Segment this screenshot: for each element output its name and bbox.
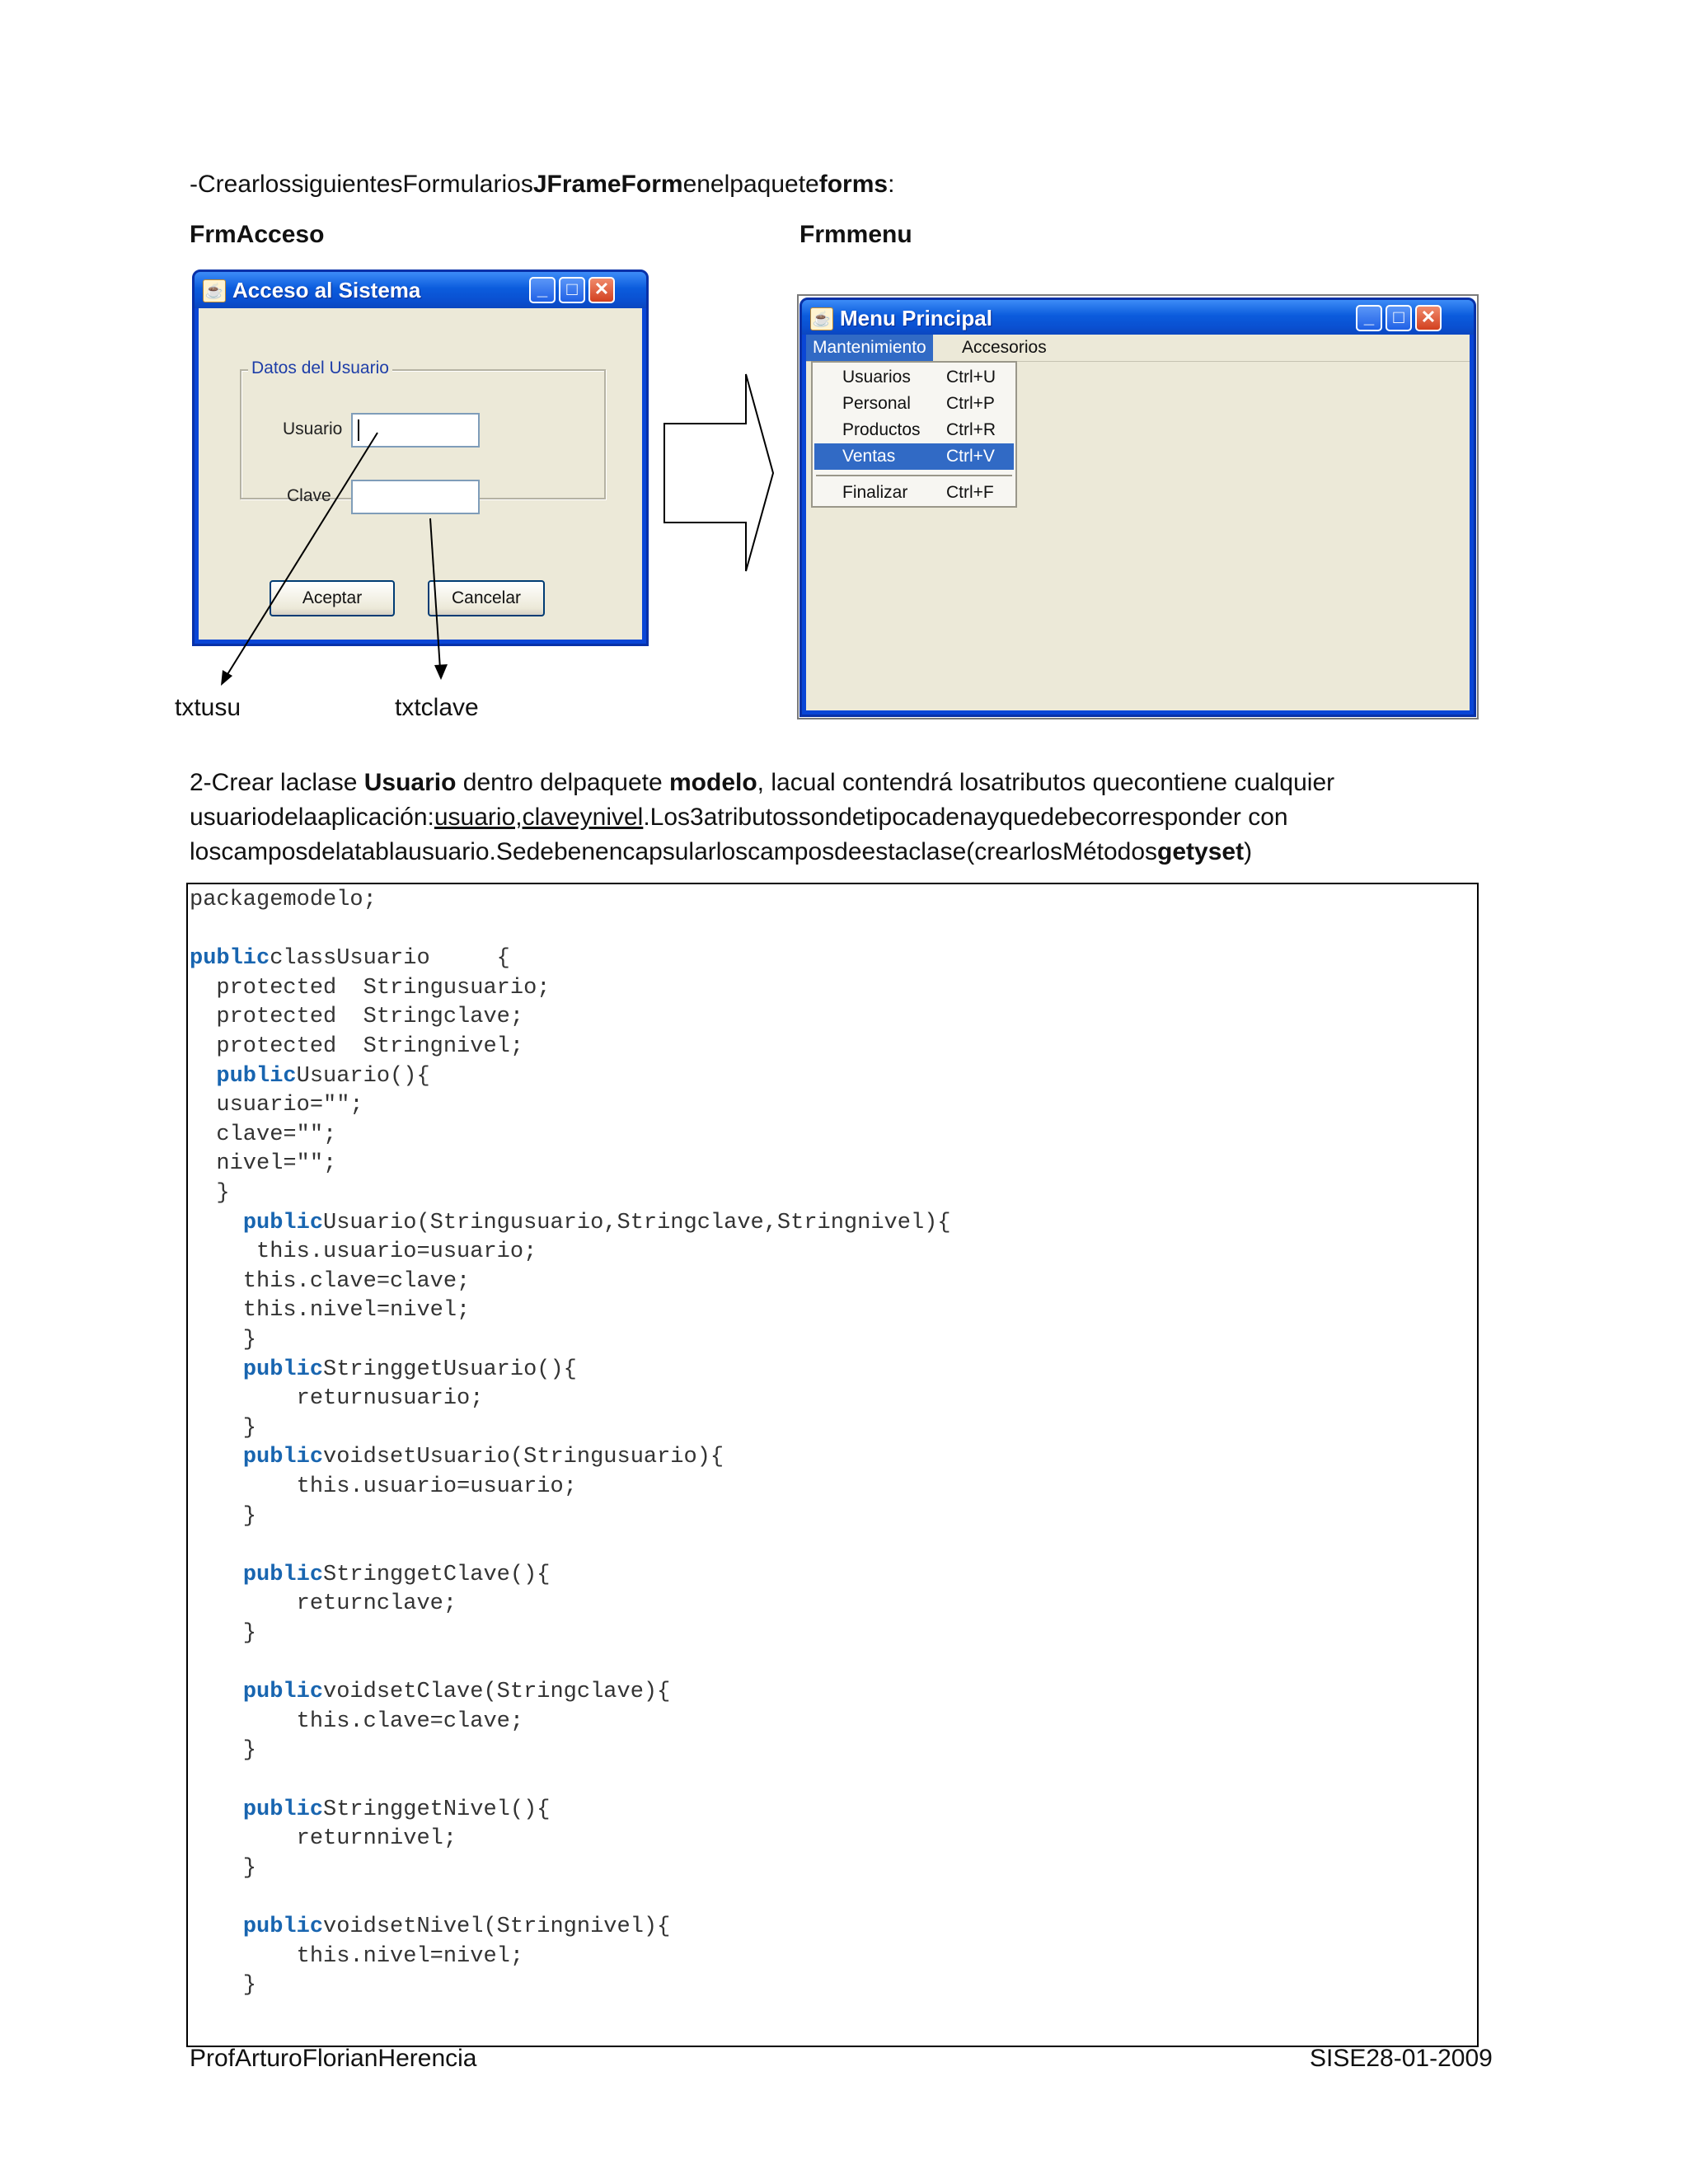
code-line [190, 1062, 430, 1090]
code-text: protected Stringclave; [190, 1005, 524, 1030]
code-text: Usuario(Stringusuario,Stringclave,Stringnivel){ [323, 1210, 951, 1235]
code-line [190, 1121, 336, 1149]
maximize-icon[interactable]: □ [1386, 305, 1412, 331]
section2-line1 [190, 766, 1334, 800]
menu-mantenimiento[interactable]: Mantenimiento [806, 335, 933, 361]
menu-item-label: Ventas [842, 447, 896, 466]
section2-line2 [190, 800, 1288, 835]
menu-item-label: Finalizar [842, 483, 908, 502]
code-keyword: public [242, 1357, 324, 1382]
code-block [186, 883, 1479, 2047]
code-text: this.nivel=nivel; [190, 1943, 524, 1969]
txtclave-arrow-line [430, 518, 440, 669]
code-keyword: public [242, 1210, 324, 1235]
code-line [190, 1326, 256, 1354]
close-icon[interactable]: ✕ [588, 277, 615, 303]
intro-forms: forms [818, 171, 889, 198]
code-line [190, 1443, 724, 1471]
section2-text: usuariodelaaplicación: [190, 804, 434, 831]
code-text: } [190, 1738, 257, 1764]
frmmenu-heading: Frmmenu [799, 221, 912, 248]
minimize-icon[interactable]: _ [1356, 305, 1382, 331]
intro-colon: : [888, 171, 895, 198]
code-indent [190, 1357, 243, 1382]
code-indent [190, 1797, 243, 1822]
code-line [190, 1238, 537, 1266]
code-indent [190, 1680, 243, 1704]
code-text: StringgetNivel(){ [323, 1797, 551, 1822]
section2-modelo: modelo [669, 769, 757, 796]
code-indent [190, 1563, 243, 1587]
section2-attributes: usuario,claveynivel [434, 804, 644, 831]
code-text: this.usuario=usuario; [190, 1240, 537, 1265]
code-line [190, 1502, 256, 1530]
code-text: returnusuario; [190, 1386, 484, 1412]
group-title: Datos del Usuario [248, 359, 392, 378]
right-arrow-shape [664, 374, 773, 571]
menu-bar [806, 335, 1470, 362]
menu-window [799, 298, 1476, 717]
menu-item-shortcut: Ctrl+R [946, 420, 996, 439]
menu-item-usuarios[interactable] [814, 364, 1014, 391]
intro-enelpaquete: enelpaquete [682, 171, 819, 198]
code-line [190, 1825, 457, 1853]
code-text: } [190, 1503, 257, 1529]
code-keyword: public [242, 1445, 324, 1470]
code-keyword: public [216, 1063, 297, 1089]
section2-text: loscamposdelatablausuario.Sedebenencapsularloscamposdeestaclase(crearlosMétodos [190, 838, 1158, 865]
code-line [190, 1736, 256, 1765]
txtclave-label: txtclave [395, 694, 479, 721]
code-indent [190, 1211, 243, 1235]
code-text: voidsetUsuario(Stringusuario){ [323, 1445, 724, 1470]
code-text: this.clave=clave; [190, 1708, 524, 1734]
code-line [190, 974, 550, 1002]
minimize-icon[interactable]: _ [529, 277, 556, 303]
menu-item-label: Personal [842, 394, 911, 413]
code-indent [190, 1445, 243, 1469]
code-line [190, 1561, 550, 1589]
code-text: packagemodelo; [190, 888, 377, 912]
java-app-icon: ☕ [810, 307, 833, 330]
java-app-icon: ☕ [203, 279, 226, 302]
code-line [190, 1590, 457, 1618]
intro-prefix: -Crearlossiguientes [190, 171, 403, 198]
section2-getyset: getyset [1157, 838, 1245, 865]
code-line [190, 1796, 550, 1824]
code-text: protected Stringnivel; [190, 1034, 524, 1059]
frmacceso-heading: FrmAcceso [190, 221, 325, 248]
menu-item-label: Productos [842, 420, 921, 439]
code-keyword: public [242, 1680, 324, 1705]
code-text: } [190, 1415, 257, 1441]
code-text: StringgetClave(){ [323, 1562, 551, 1587]
code-text: this.nivel=nivel; [190, 1298, 471, 1324]
code-text: returnnivel; [190, 1826, 457, 1852]
menu-separator [816, 475, 1012, 476]
code-line [190, 1150, 336, 1178]
code-line [190, 1209, 951, 1237]
code-line [190, 1414, 256, 1442]
section2-text: 2-Crear laclase [190, 769, 364, 796]
menu-item-shortcut: Ctrl+P [946, 394, 995, 413]
code-text: StringgetUsuario(){ [323, 1357, 577, 1382]
code-line [190, 1943, 523, 1971]
menu-titlebar[interactable] [802, 300, 1474, 335]
aceptar-button[interactable]: Aceptar [270, 580, 395, 616]
code-text: } [190, 1328, 257, 1352]
acceso-title: Acceso al Sistema [232, 278, 421, 302]
txtusu-arrow-line [225, 433, 377, 678]
code-line [190, 1268, 470, 1296]
menu-item-label: Usuarios [842, 368, 911, 387]
code-text: clave=""; [190, 1122, 337, 1147]
txtusu-label: txtusu [175, 694, 241, 721]
txtusu-arrowhead [221, 670, 232, 686]
code-line [190, 1854, 256, 1882]
code-text: voidsetClave(Stringclave){ [323, 1680, 671, 1705]
intro-formularios: Formularios [402, 171, 533, 198]
code-text: returnclave; [190, 1591, 457, 1617]
mantenimiento-dropdown [811, 361, 1017, 508]
close-icon[interactable]: ✕ [1415, 305, 1442, 331]
section2-usuario: Usuario [363, 769, 457, 796]
menu-item-personal[interactable] [814, 391, 1014, 417]
menu-title: Menu Principal [840, 306, 992, 330]
code-indent [190, 1915, 243, 1939]
menu-item-shortcut: Ctrl+V [946, 447, 995, 466]
code-text: } [190, 1621, 257, 1646]
menu-item-productos[interactable] [814, 417, 1014, 443]
code-keyword: public [242, 1562, 324, 1587]
section2-line3 [190, 835, 1252, 869]
maximize-icon[interactable]: □ [559, 277, 585, 303]
code-line [190, 1179, 230, 1207]
menu-item-finalizar[interactable] [814, 480, 1014, 506]
code-line [190, 886, 377, 914]
menu-item-shortcut: Ctrl+U [946, 368, 996, 387]
code-line [190, 1913, 670, 1941]
usuario-label: Usuario [283, 419, 343, 438]
code-text: voidsetNivel(Stringnivel){ [323, 1915, 671, 1939]
code-text: Usuario(){ [296, 1063, 430, 1089]
menu-accesorios[interactable]: Accesorios [962, 338, 1047, 357]
code-keyword: public [190, 946, 270, 972]
menu-item-ventas[interactable] [814, 443, 1014, 470]
code-line [190, 1296, 470, 1324]
menu-item-shortcut: Ctrl+F [946, 483, 994, 502]
code-line [190, 1619, 256, 1647]
code-line [190, 1971, 256, 1999]
code-line [190, 944, 510, 972]
code-text: nivel=""; [190, 1151, 337, 1177]
code-text: classUsuario { [270, 946, 510, 972]
footer-date: SISE28-01-2009 [1310, 2045, 1493, 2072]
code-line [190, 1385, 483, 1413]
cancelar-button[interactable]: Cancelar [428, 580, 545, 616]
code-text: } [190, 1181, 230, 1206]
code-text: } [190, 1973, 257, 1999]
clave-label: Clave [287, 486, 331, 505]
code-text: this.usuario=usuario; [190, 1474, 577, 1499]
section2-text: dentro delpaquete [456, 769, 669, 796]
code-text: protected Stringusuario; [190, 975, 551, 1001]
code-text: usuario=""; [190, 1093, 363, 1118]
txtclave-arrowhead [434, 664, 448, 680]
section2-text: .Los3atributossondetipocadenayquedebecorresponder con [643, 804, 1288, 831]
code-line [190, 1033, 523, 1061]
intro-jframeform: JFrameForm [532, 171, 683, 198]
code-line [190, 1091, 363, 1119]
code-line [190, 1003, 523, 1031]
code-keyword: public [242, 1797, 324, 1822]
code-keyword: public [242, 1915, 324, 1939]
section2-text: ) [1244, 838, 1253, 865]
footer-author: ProfArturoFlorianHerencia [190, 2045, 477, 2072]
code-line [190, 1356, 577, 1384]
menu-client [806, 335, 1470, 710]
code-text: } [190, 1855, 257, 1881]
code-line [190, 1708, 523, 1736]
section2-text: , lacual contendrá losatributos quecontiene cualquier [757, 769, 1335, 796]
code-line [190, 1678, 670, 1706]
code-indent [190, 1064, 216, 1089]
code-line [190, 1473, 577, 1501]
code-text: this.clave=clave; [190, 1268, 471, 1294]
